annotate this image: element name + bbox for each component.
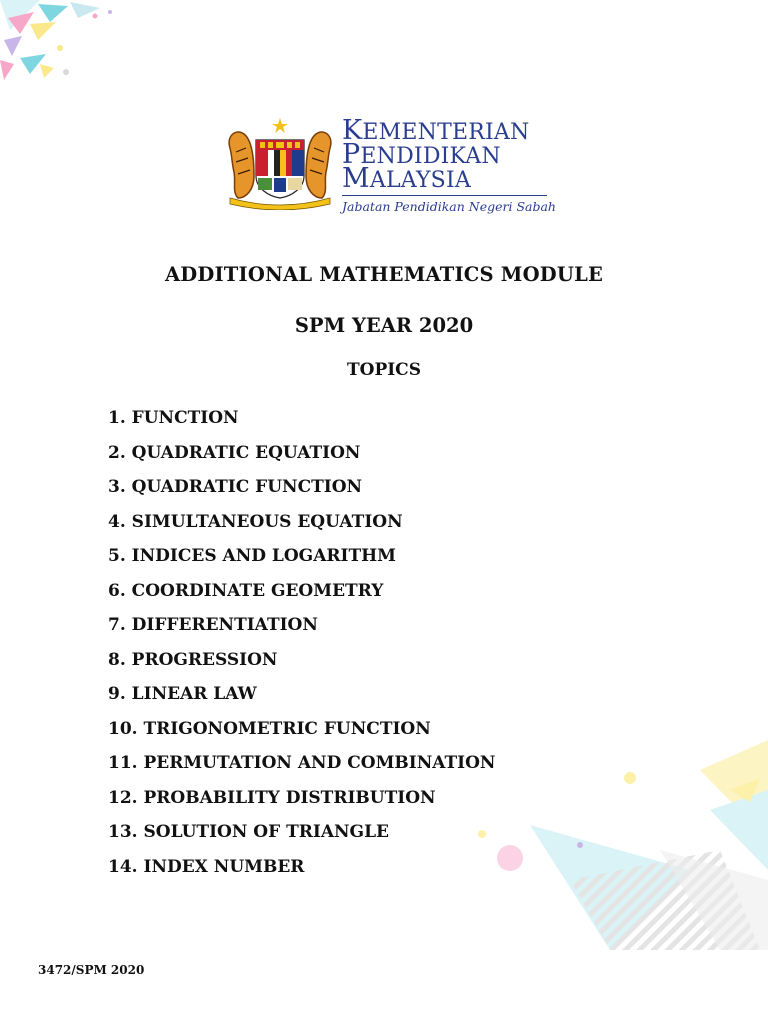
list-item: 5. INDICES AND LOGARITHM xyxy=(108,546,397,566)
page-footer-code: 3472/SPM 2020 xyxy=(38,963,145,977)
ministry-wordmark xyxy=(342,115,556,214)
confetti-decoration-bottom-right xyxy=(460,730,768,950)
malaysia-coat-of-arms-icon xyxy=(224,118,336,210)
list-item: 1. FUNCTION xyxy=(108,408,239,428)
list-item: 8. PROGRESSION xyxy=(108,649,278,670)
list-item: 14. INDEX NUMBER xyxy=(108,856,305,877)
list-item: 3. QUADRATIC FUNCTION xyxy=(108,477,363,497)
topics-heading: TOPICS xyxy=(346,360,421,380)
ministry-logo xyxy=(224,115,556,214)
list-item: 4. SIMULTANEOUS EQUATION xyxy=(108,511,403,532)
document-subtitle: SPM YEAR 2020 xyxy=(294,314,474,337)
list-item: 11. PERMUTATION AND COMBINATION xyxy=(108,753,496,773)
list-item: 10. TRIGONOMETRIC FUNCTION xyxy=(108,718,431,739)
list-item: 2. QUADRATIC EQUATION xyxy=(108,442,361,463)
department-name: Jabatan Pendidikan Negeri Sabah xyxy=(342,199,556,214)
list-item: 12. PROBABILITY DISTRIBUTION xyxy=(108,787,436,808)
document-title: ADDITIONAL MATHEMATICS MODULE xyxy=(164,263,604,286)
list-item: 13. SOLUTION OF TRIANGLE xyxy=(108,822,389,842)
confetti-decoration-top-left xyxy=(0,0,130,95)
list-item: 9. LINEAR LAW xyxy=(108,684,257,704)
list-item: 6. COORDINATE GEOMETRY xyxy=(108,580,384,601)
ministry-line-1: KEMENTERIAN xyxy=(342,115,530,146)
topics-list xyxy=(108,408,495,891)
divider xyxy=(342,195,547,196)
ministry-line-3: MALAYSIA xyxy=(342,163,471,194)
ministry-line-2: PENDIDIKAN xyxy=(342,139,501,170)
list-item: 7. DIFFERENTIATION xyxy=(108,615,318,635)
